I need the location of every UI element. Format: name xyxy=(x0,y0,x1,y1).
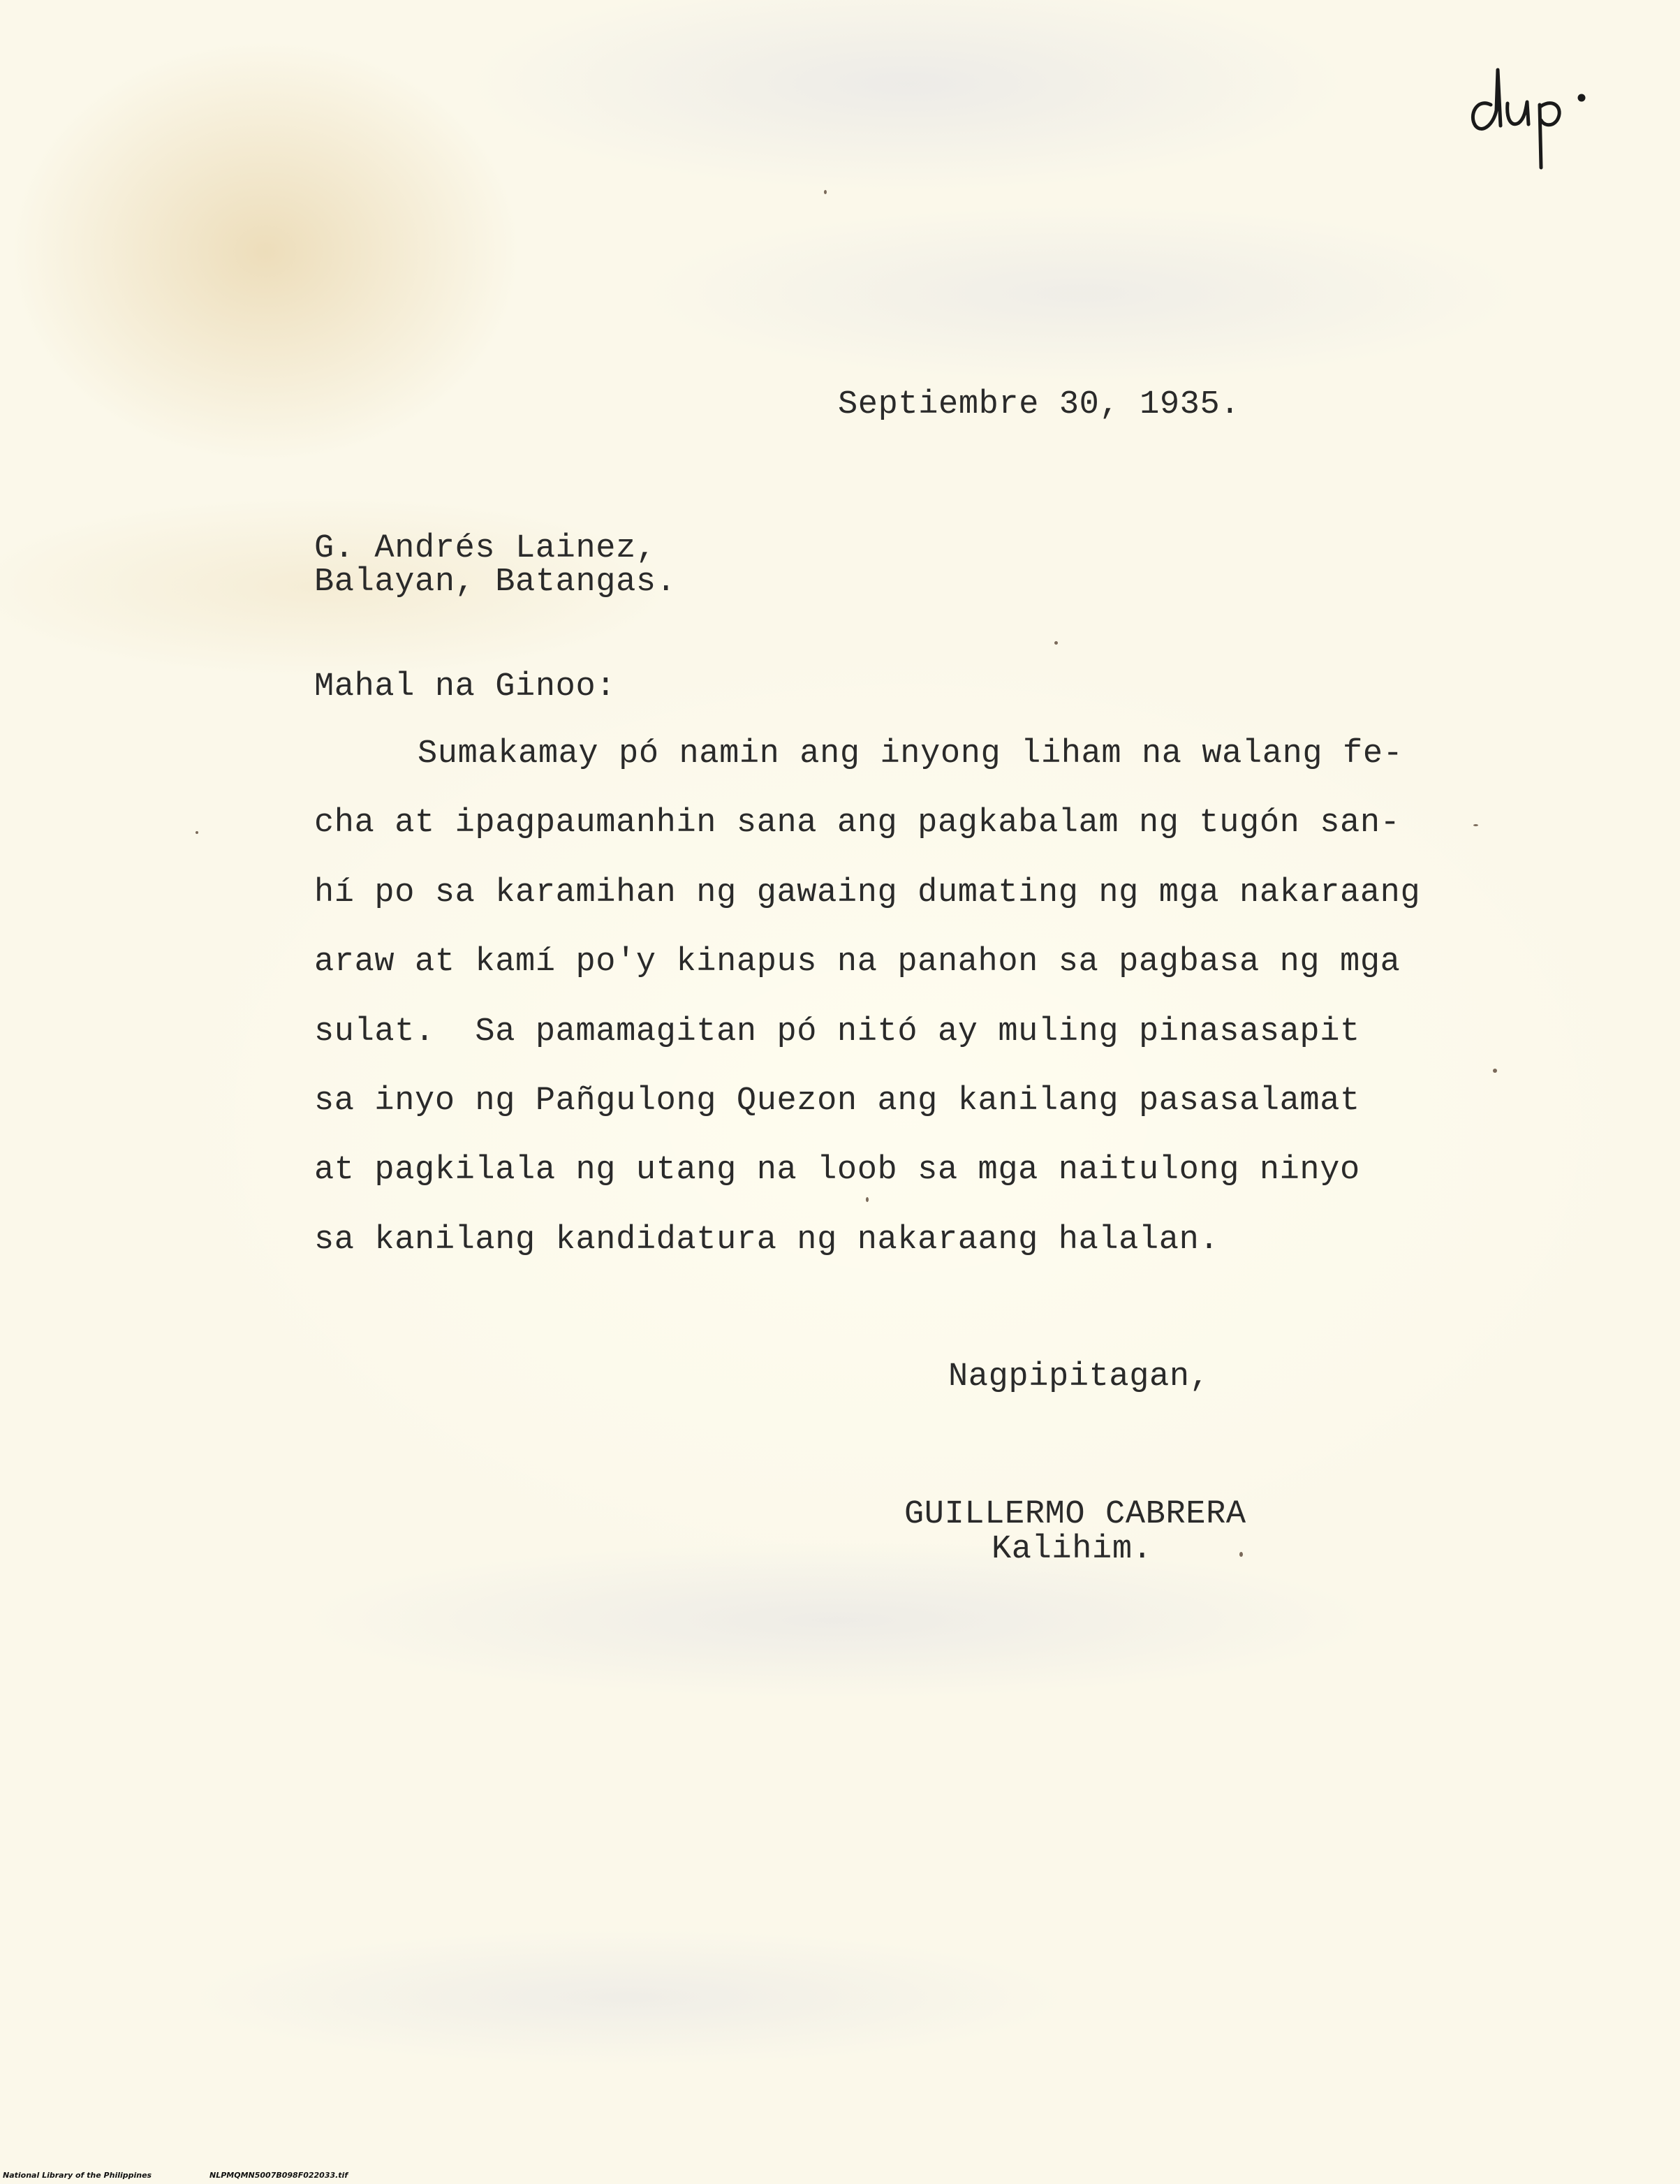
scan-speck xyxy=(1054,641,1058,645)
recipient-name: G. Andrés Lainez, xyxy=(314,530,656,567)
scan-speck xyxy=(196,831,198,834)
letter-date: Septiembre 30, 1935. xyxy=(838,386,1241,423)
body-line: Sumakamay pó namin ang inyong liham na walang fe- xyxy=(418,735,1403,772)
signature-name: GUILLERMO CABRERA xyxy=(904,1496,1246,1533)
body-line: araw at kamí po'y kinapus na panahon sa pagbasa ng mga xyxy=(314,944,1401,981)
handwritten-dup-note xyxy=(1463,56,1596,182)
recipient-address: Balayan, Batangas. xyxy=(314,564,677,601)
scan-speck xyxy=(1239,1552,1243,1557)
scan-speck xyxy=(1493,1069,1497,1073)
signature-title: Kalihim. xyxy=(992,1531,1153,1568)
body-line: sa inyo ng Pañgulong Quezon ang kanilang pasasalamat xyxy=(314,1083,1360,1120)
body-line: at pagkilala ng utang na loob sa mga naitulong ninyo xyxy=(314,1152,1360,1189)
body-line: sa kanilang kandidatura ng nakaraang halalan. xyxy=(314,1222,1220,1259)
body-line: cha at ipagpaumanhin sana ang pagkabalam ng tugón san- xyxy=(314,805,1401,842)
footer-institution: National Library of the Philippines xyxy=(3,2171,152,2180)
footer-file-id: NLPMQMN5007B098F022033.tif xyxy=(209,2171,348,2180)
closing: Nagpipitagan, xyxy=(948,1358,1210,1395)
salutation: Mahal na Ginoo: xyxy=(314,668,617,705)
body-line: hí po sa karamihan ng gawaing dumating ng mga nakaraang xyxy=(314,874,1421,911)
body-line: sulat. Sa pamamagitan pó nitó ay muling pinasasapit xyxy=(314,1013,1360,1050)
scan-speck xyxy=(1473,824,1478,826)
scan-speck xyxy=(824,190,827,194)
scan-speck xyxy=(866,1197,869,1202)
